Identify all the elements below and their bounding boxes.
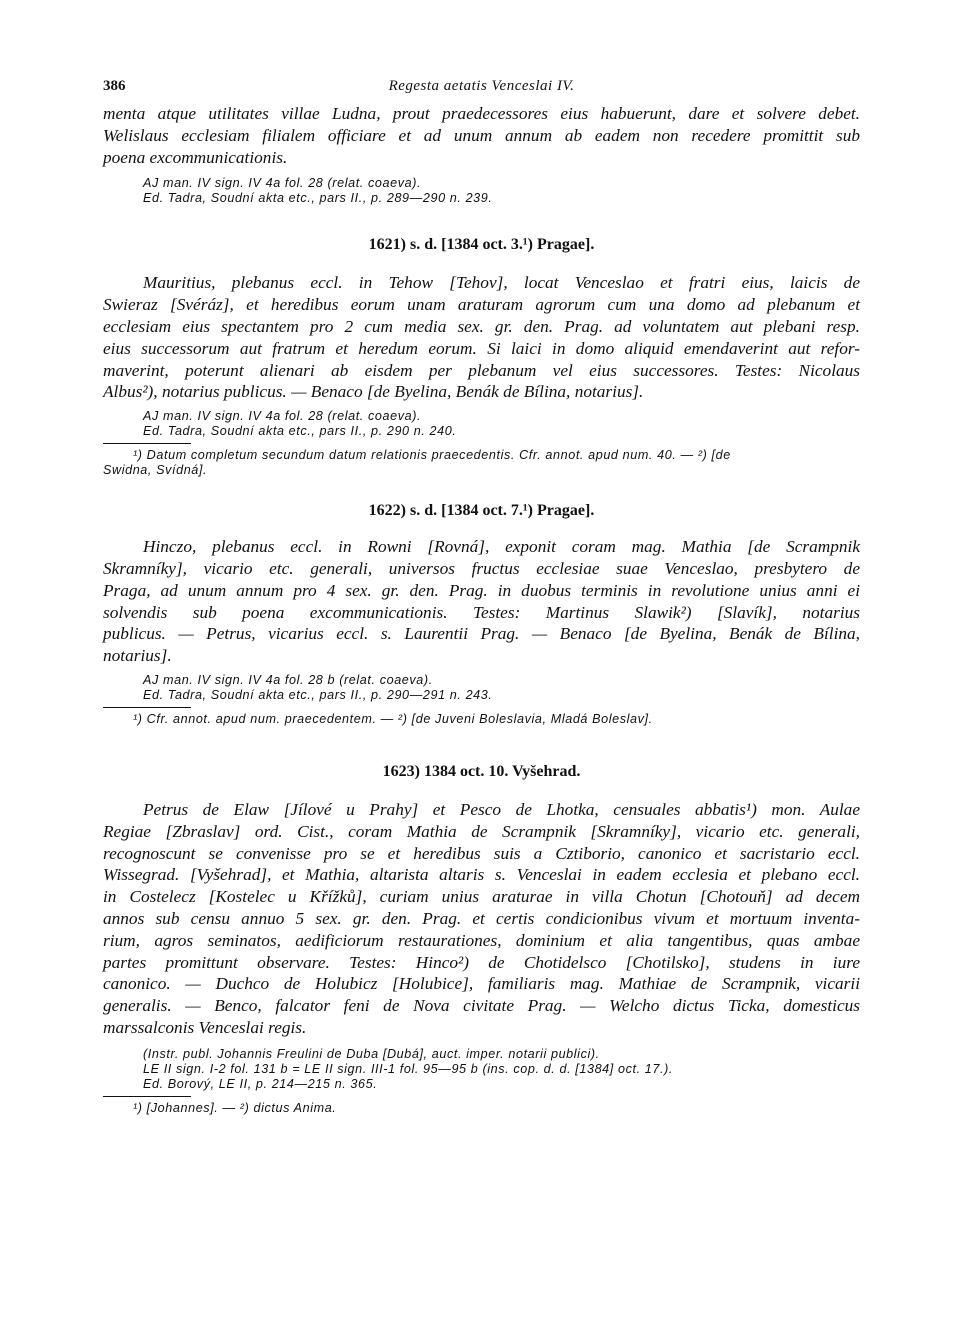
- entry-heading-1622: 1622) s. d. [1384 oct. 7.¹) Pragae].: [368, 502, 595, 520]
- entry-sources-1621: [143, 409, 860, 439]
- prev-entry-sources: [143, 176, 860, 206]
- text-line: Welislaus ecclesiam filialem officiare et ad unum annum ab eadem non recedere promittit sub: [103, 125, 860, 145]
- entry-text-1622: [103, 536, 860, 667]
- text-line: canonico. — Duchco de Holubicz [Holubice], familiaris mag. Mathiae de Scrampnik, vicarii: [103, 974, 860, 994]
- entry-sources-1623: [143, 1047, 860, 1092]
- text-line: Mauritius, plebanus eccl. in Tehow [Tehov], locat Venceslao et fratri eius, laicis de: [143, 273, 860, 293]
- text-line: in Costelecz [Kostelec u Křížků], curiam unius araturae in villa Chotun [Chotouň] ad decem: [103, 887, 860, 907]
- footnote-divider: [103, 443, 191, 444]
- text-line: publicus. — Petrus, vicarius eccl. s. Laurentii Prag. — Benaco [de Byelina, Benák de Bílina,: [103, 624, 860, 644]
- text-line: Wissegrad. [Vyšehrad], et Mathia, altarista altaris s. Venceslai in eadem ecclesia et plebano eccl.: [103, 865, 860, 885]
- text-line: menta atque utilitates villae Ludna, prout praedecessores eius habuerunt, dare et solvere debet.: [103, 104, 860, 123]
- text-line: marssalconis Venceslai regis.: [103, 1017, 307, 1037]
- entry-heading-1621: 1621) s. d. [1384 oct. 3.¹) Pragae].: [368, 236, 595, 254]
- text-line: eius successorum aut fratrum et heredum eorum. Si laici in domo aliquid emendaverint aut refor-: [103, 338, 860, 358]
- source-line: AJ man. IV sign. IV 4a fol. 28 (relat. coaeva).: [143, 176, 422, 191]
- footnotes-1621: [103, 448, 860, 478]
- page-header: [103, 70, 860, 100]
- source-line: Ed. Borový, LE II, p. 214—215 n. 365.: [143, 1076, 378, 1091]
- source-line: AJ man. IV sign. IV 4a fol. 28 b (relat. coaeva).: [143, 672, 433, 687]
- footnote-divider: [103, 1096, 191, 1097]
- page: [103, 70, 860, 1116]
- entry-heading-1623: 1623) 1384 oct. 10. Vyšehrad.: [382, 762, 581, 780]
- text-line: annos sub censu annuo 5 sex. gr. den. Prag. et certis condicionibus vivum et mortuum inventa-: [103, 908, 860, 928]
- text-line: solvendis sub poena excommunicationis. Testes: Martinus Slawik²) [Slavík], notarius: [103, 602, 860, 622]
- text-line: Hinczo, plebanus eccl. in Rowni [Rovná], exponit coram mag. Mathia [de Scrampnik: [143, 537, 860, 557]
- text-line: Skramníky], vicario etc. generali, universos fructus ecclesiae suae Venceslao, presbytero de: [103, 558, 860, 578]
- text-line: notarius].: [103, 646, 172, 666]
- footnotes-1623: [103, 1101, 860, 1116]
- text-line: Swieraz [Svéráz], et heredibus eorum unam araturam agrorum cum una domo ad plebanum et: [103, 295, 860, 315]
- source-line: LE II sign. I-2 fol. 131 b = LE II sign. III-1 fol. 95—95 b (ins. cop. d. d. [1384] oct. 17.).: [143, 1061, 673, 1076]
- text-line: Regiae [Zbraslav] ord. Cist., coram Mathia de Scrampnik [Skramníky], vicario etc. generali,: [103, 821, 860, 841]
- page-number: 386: [103, 78, 126, 94]
- footnote-line: ¹) Datum completum secundum datum relationis praecedentis. Cfr. annot. apud num. 40. — ²) [de: [133, 448, 731, 463]
- source-line: Ed. Tadra, Soudní akta etc., pars II., p. 290 n. 240.: [143, 424, 457, 439]
- text-line: rium, agros seminatos, aedificiorum restaurationes, dominium et alia tangentibus, quas ambae: [103, 930, 860, 950]
- footnotes-1622: [103, 712, 860, 727]
- text-line: Albus²), notarius publicus. — Benaco [de Byelina, Benák de Bílina, notarius].: [103, 382, 644, 402]
- text-line: partes promittunt observare. Testes: Hinco²) de Chotidelsco [Chotilsko], studens in iure: [103, 952, 860, 972]
- source-line: (Instr. publ. Johannis Freulini de Duba [Dubá], auct. imper. notarii publici).: [143, 1046, 600, 1061]
- entry-text-1623: [103, 799, 860, 1039]
- footnote-line: ¹) [Johannes]. — ²) dictus Anima.: [133, 1100, 337, 1115]
- entry-text-1621: [103, 272, 860, 403]
- prev-entry-text: [103, 103, 860, 168]
- text-line: maverint, poterunt alienari ab eisdem per plebanum vel eius successores. Testes: Nicolaus: [103, 360, 860, 380]
- source-line: AJ man. IV sign. IV 4a fol. 28 (relat. coaeva).: [143, 409, 422, 424]
- text-line: Petrus de Elaw [Jílové u Prahy] et Pesco de Lhotka, censuales abbatis¹) mon. Aulae: [143, 799, 860, 819]
- source-line: Ed. Tadra, Soudní akta etc., pars II., p. 290—291 n. 243.: [143, 687, 493, 702]
- footnote-divider: [103, 707, 191, 708]
- entry-sources-1622: [143, 673, 860, 703]
- footnote-line: ¹) Cfr. annot. apud num. praecedentem. — ²) [de Juveni Boleslavia, Mladá Boleslav].: [133, 711, 653, 726]
- source-line: Ed. Tadra, Soudní akta etc., pars II., p. 289—290 n. 239.: [143, 191, 493, 206]
- text-line: generalis. — Benco, falcator feni de Nova civitate Prag. — Welcho dictus Ticka, domesticus: [103, 996, 860, 1016]
- footnote-line: Swidna, Svídná].: [103, 463, 208, 478]
- text-line: poena excommunicationis.: [103, 147, 288, 167]
- text-line: Praga, ad unum annum pro 4 sex. gr. den. Prag. in duobus terminis in revolutione unius anni ei: [103, 580, 860, 600]
- running-title: Regesta aetatis Venceslai IV.: [388, 78, 575, 94]
- text-line: recognoscunt se convenisse pro se et heredibus suis a Cztiborio, canonico et sacristario eccl.: [103, 843, 860, 863]
- text-line: ecclesiam eius spectantem pro 2 cum media sex. gr. den. Prag. ad voluntatem aut plebani resp.: [103, 316, 860, 336]
